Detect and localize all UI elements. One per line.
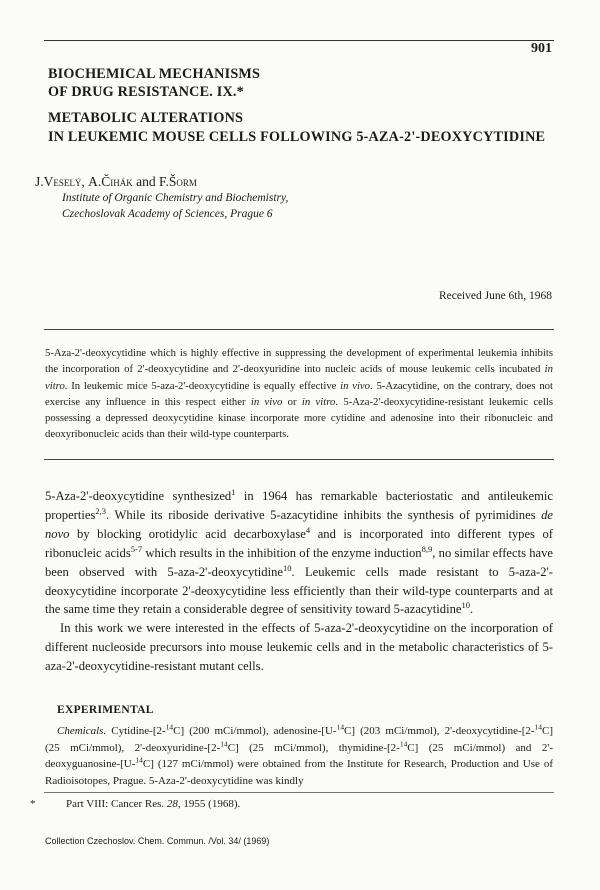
author-sep-2: and (132, 174, 160, 189)
abstract-rule-bottom (44, 459, 554, 460)
author-2: A.Čihák (88, 174, 133, 189)
footnote: * Part VIII: Cancer Res. 28, 1955 (1968). (30, 798, 241, 810)
title-line-2: OF DRUG RESISTANCE. IX.* (48, 84, 244, 100)
footnote-marker: * (30, 798, 36, 810)
title-line-3: METABOLIC ALTERATIONS (48, 110, 244, 126)
header-rule (44, 40, 554, 41)
chemicals-paragraph: Chemicals. Cytidine-[2-$^{14}$C] (200 mCi/mmol), adenosine-[U-$^{14}$C] (203 mCi/mmol), 2'-deoxycytidine-[2-$^{14}$C] (25 mCi/mmol), 2'-deoxyuridine-[2-$^{14}$C] (25 mCi/mmol), thymidine-[2-$^{14}$C] (25 mCi/mmol) and 2'-deoxyguanosine-[U-$^{14}$C] (127 mCi/mmol) were obtained from the Institute for Research, Production and Use of Radioisotopes, Prague. 5-Aza-2'-deoxycytidine was kindly (45, 722, 553, 787)
paragraph-1: 5-Aza-2'-deoxycytidine synthesized$^1$ in 1964 has remarkable bacteriostatic and antileukemic properties$^{2,3}$. While its riboside derivative 5-azacytidine inhibits the synthesis of pyrimidines de novo by blocking orotidylic acid decarboxylase$^4$ and is incorporated into different types of ribonucleic acids$^{5-7}$ which results in the inhibition of the enzyme induction$^{8,9}$, no similar effects have been observed with 5-aza-2'-deoxycytidine$^{10}$. Leukemic cells made resistant to 5-aza-2'-deoxycytidine incorporate 2'-deoxycytidine less efficiently than their wild-type counterparts and at the same time they retain a considerable degree of sensitivity toward 5-azacytidine$^{10}$. (45, 486, 553, 617)
paragraph-2: In this work we were interested in the effects of 5-aza-2'-deoxycytidine on the incorporation of different nucleoside precursors into mouse leukemic cells and in the metabolic characteristics of 5-aza-2'-deoxycytidine-resistant mutant cells. (45, 621, 553, 674)
abstract: 5-Aza-2'-deoxycytidine which is highly effective in suppressing the development of experimental leukemia inhibits the incorporation of 2'-deoxycytidine and 2'-deoxyuridine into nucleic acids of mouse leukemic cells incubated in vitro. In leukemic mice 5-aza-2'-deoxycytidine is equally effective in vivo. 5-Azacytidine, on the contrary, does not exercise any influence in this respect either in vivo or in vitro. 5-Aza-2'-deoxycytidine-resistant leukemic cells possessing a depressed deoxycytidine kinase incorporate more cytidine and adenosine into their ribonucleic and deoxyribonucleic acids than their wild-type counterparts. (45, 347, 553, 441)
author-sep-1: , (81, 174, 89, 189)
journal-line: Collection Czechoslov. Chem. Commun. /Vol. 34/ (1969) (45, 836, 270, 846)
title-line-1: BIOCHEMICAL MECHANISMS (48, 66, 261, 82)
affiliation-line-2: Czechoslovak Academy of Sciences, Prague 6 (62, 208, 273, 220)
page-number: 901 (531, 41, 552, 56)
body-text (45, 487, 553, 676)
received-date: Received June 6th, 1968 (438, 290, 552, 302)
footnote-rule (44, 792, 554, 793)
abstract-rule-top (44, 329, 554, 330)
authors (35, 174, 197, 190)
section-heading-experimental: EXPERIMENTAL (57, 704, 154, 716)
affiliation-line-1: Institute of Organic Chemistry and Biochemistry, (62, 192, 289, 204)
author-3: F.Šorm (159, 174, 197, 189)
author-1: J.Veselý (35, 174, 82, 189)
title-line-4: IN LEUKEMIC MOUSE CELLS FOLLOWING 5-AZA-2'-DEOXYCYTIDINE (48, 129, 546, 145)
